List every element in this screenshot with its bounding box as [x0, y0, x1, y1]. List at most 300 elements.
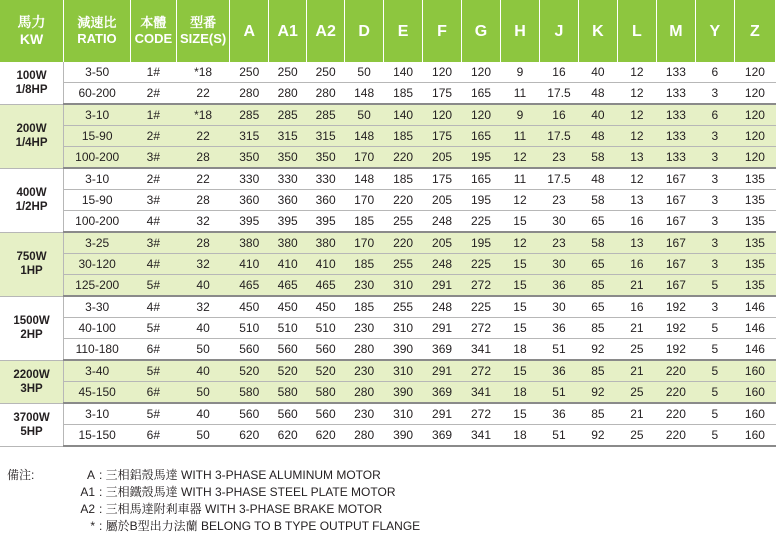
- power-hp: 1/2HP: [15, 201, 48, 213]
- table-cell: 40-100: [64, 318, 131, 339]
- table-cell: 58: [578, 232, 617, 254]
- table-cell: 21: [617, 318, 656, 339]
- table-row: [0, 190, 776, 211]
- table-cell: 205: [423, 232, 462, 254]
- table-cell: 369: [423, 382, 462, 404]
- table-cell: 185: [384, 168, 423, 190]
- table-cell: 250: [230, 62, 269, 83]
- table-cell: 175: [423, 83, 462, 105]
- table-cell: 272: [462, 403, 501, 425]
- table-cell: 36: [539, 275, 578, 297]
- table-cell: 3-10: [64, 403, 131, 425]
- table-cell: 12: [501, 147, 540, 169]
- table-row: [0, 318, 776, 339]
- table-cell: 285: [307, 104, 345, 126]
- table-cell: 23: [539, 190, 578, 211]
- table-cell: 465: [269, 275, 307, 297]
- table-cell: 13: [617, 190, 656, 211]
- header-a1: A1: [269, 0, 307, 62]
- table-cell: 32: [176, 296, 229, 318]
- table-cell: 450: [307, 296, 345, 318]
- table-cell: 140: [384, 104, 423, 126]
- table-cell: 350: [269, 147, 307, 169]
- table-cell: 120: [734, 104, 775, 126]
- table-cell: 185: [345, 254, 384, 275]
- table-cell: 255: [384, 296, 423, 318]
- table-cell: 315: [307, 126, 345, 147]
- table-cell: 28: [176, 232, 229, 254]
- table-cell: 160: [734, 360, 775, 382]
- footnote-prefix: 備注:: [7, 468, 35, 482]
- table-cell: 280: [345, 425, 384, 447]
- table-cell: 21: [617, 275, 656, 297]
- table-cell: 40: [176, 403, 229, 425]
- table-cell: 369: [423, 425, 462, 447]
- table-cell: 395: [269, 211, 307, 233]
- table-cell: 12: [617, 62, 656, 83]
- table-cell: 185: [384, 126, 423, 147]
- table-cell: 30: [539, 254, 578, 275]
- table-cell: 360: [230, 190, 269, 211]
- table-cell: 6#: [130, 339, 176, 361]
- table-cell: 560: [230, 403, 269, 425]
- table-cell: 18: [501, 339, 540, 361]
- header-row: [0, 0, 776, 62]
- table-cell: 3: [695, 126, 734, 147]
- table-cell: 6: [695, 62, 734, 83]
- table-cell: 5: [695, 275, 734, 297]
- table-cell: 135: [734, 168, 775, 190]
- table-cell: 195: [462, 232, 501, 254]
- table-cell: 48: [578, 126, 617, 147]
- table-cell: 175: [423, 126, 462, 147]
- table-cell: 12: [617, 104, 656, 126]
- table-cell: 450: [230, 296, 269, 318]
- power-hp: 1/8HP: [15, 83, 48, 96]
- table-cell: 9: [501, 62, 540, 83]
- table-cell: 280: [230, 83, 269, 105]
- table-cell: 15: [501, 254, 540, 275]
- footnote-text: : 屬於B型出力法蘭 BELONG TO B TYPE OUTPUT FLANGE: [99, 519, 421, 533]
- header-h: H: [501, 0, 540, 62]
- table-cell: 51: [539, 425, 578, 447]
- table-cell: 310: [384, 360, 423, 382]
- table-row: [0, 104, 776, 126]
- table-cell: 2#: [130, 168, 176, 190]
- footnote-prefix: [7, 501, 45, 518]
- table-cell: 3: [695, 296, 734, 318]
- table-cell: 250: [307, 62, 345, 83]
- table-cell: 160: [734, 382, 775, 404]
- table-cell: 465: [307, 275, 345, 297]
- table-row: [0, 232, 776, 254]
- table-cell: 220: [384, 147, 423, 169]
- table-cell: 85: [578, 403, 617, 425]
- table-cell: 15: [501, 360, 540, 382]
- table-cell: 167: [656, 254, 695, 275]
- header-f: F: [423, 0, 462, 62]
- table-cell: 3: [695, 190, 734, 211]
- table-cell: 510: [307, 318, 345, 339]
- table-cell: 450: [269, 296, 307, 318]
- table-cell: 3: [695, 168, 734, 190]
- table-cell: 15: [501, 403, 540, 425]
- table-cell: 133: [656, 126, 695, 147]
- table-cell: 315: [230, 126, 269, 147]
- table-cell: 110-180: [64, 339, 131, 361]
- footnotes: [7, 467, 420, 535]
- table-cell: 185: [345, 211, 384, 233]
- table-cell: 380: [307, 232, 345, 254]
- table-cell: 25: [617, 425, 656, 447]
- table-cell: 120: [734, 126, 775, 147]
- table-row: [0, 211, 776, 233]
- table-cell: 3#: [130, 147, 176, 169]
- table-cell: 30: [539, 211, 578, 233]
- table-cell: *18: [176, 62, 229, 83]
- table-cell: 170: [345, 147, 384, 169]
- table-cell: 220: [384, 232, 423, 254]
- footnote-text: : 三相馬達附剎車器 WITH 3-PHASE BRAKE MOTOR: [99, 502, 383, 516]
- table-cell: 560: [307, 403, 345, 425]
- table-cell: 18: [501, 425, 540, 447]
- table-cell: 23: [539, 232, 578, 254]
- table-cell: 30: [539, 296, 578, 318]
- table-cell: 510: [269, 318, 307, 339]
- table-cell: 170: [345, 232, 384, 254]
- table-cell: 230: [345, 318, 384, 339]
- table-cell: 350: [230, 147, 269, 169]
- table-cell: 167: [656, 168, 695, 190]
- table-cell: 15-150: [64, 425, 131, 447]
- table-cell: 4#: [130, 254, 176, 275]
- table-cell: 12: [617, 126, 656, 147]
- table-cell: 11: [501, 168, 540, 190]
- header-j: J: [539, 0, 578, 62]
- table-row: [0, 339, 776, 361]
- table-row: [0, 147, 776, 169]
- table-cell: 28: [176, 190, 229, 211]
- table-cell: 18: [501, 382, 540, 404]
- table-cell: 48: [578, 168, 617, 190]
- header-l: L: [617, 0, 656, 62]
- table-cell: 3: [695, 211, 734, 233]
- table-cell: 140: [384, 62, 423, 83]
- table-cell: 255: [384, 254, 423, 275]
- table-cell: 12: [501, 232, 540, 254]
- table-cell: 6: [695, 104, 734, 126]
- table-cell: 310: [384, 403, 423, 425]
- table-cell: 165: [462, 168, 501, 190]
- table-cell: 248: [423, 296, 462, 318]
- table-cell: 220: [656, 425, 695, 447]
- footnote-label: *: [90, 519, 95, 533]
- table-cell: 5: [695, 425, 734, 447]
- table-cell: 5#: [130, 318, 176, 339]
- table-cell: 15: [501, 211, 540, 233]
- table-cell: 195: [462, 147, 501, 169]
- power-cell: [0, 104, 64, 168]
- table-cell: 220: [656, 382, 695, 404]
- table-cell: 85: [578, 318, 617, 339]
- table-cell: 291: [423, 275, 462, 297]
- table-cell: 3: [695, 147, 734, 169]
- table-cell: 5#: [130, 360, 176, 382]
- table-cell: 5: [695, 403, 734, 425]
- table-cell: 16: [539, 104, 578, 126]
- table-cell: 315: [269, 126, 307, 147]
- table-cell: 16: [617, 254, 656, 275]
- table-cell: 15-90: [64, 126, 131, 147]
- table-cell: 410: [269, 254, 307, 275]
- table-cell: 120: [423, 104, 462, 126]
- power-watt: 3700W: [13, 411, 50, 424]
- table-row: [0, 425, 776, 447]
- table-cell: 22: [176, 168, 229, 190]
- table-cell: 225: [462, 211, 501, 233]
- table-cell: 100-200: [64, 147, 131, 169]
- table-cell: 40: [176, 318, 229, 339]
- table-cell: 120: [734, 62, 775, 83]
- table-cell: 205: [423, 190, 462, 211]
- power-watt: 400W: [16, 187, 47, 199]
- table-cell: 85: [578, 275, 617, 297]
- table-cell: 205: [423, 147, 462, 169]
- table-cell: 465: [230, 275, 269, 297]
- table-cell: 3-10: [64, 168, 131, 190]
- footnote-item: [7, 518, 420, 535]
- table-cell: 11: [501, 83, 540, 105]
- table-cell: 25: [617, 382, 656, 404]
- table-cell: 175: [423, 168, 462, 190]
- footnote-text: : 三相鋁殼馬達 WITH 3-PHASE ALUMINUM MOTOR: [99, 468, 381, 482]
- table-cell: 15: [501, 318, 540, 339]
- table-cell: 22: [176, 126, 229, 147]
- table-cell: 3: [695, 83, 734, 105]
- table-cell: 9: [501, 104, 540, 126]
- header-g: G: [462, 0, 501, 62]
- table-cell: 620: [269, 425, 307, 447]
- footnote-label: A2: [80, 502, 95, 516]
- table-cell: 120: [462, 104, 501, 126]
- table-cell: 360: [307, 190, 345, 211]
- table-cell: 21: [617, 403, 656, 425]
- table-cell: 135: [734, 211, 775, 233]
- table-cell: 4#: [130, 211, 176, 233]
- table-cell: 280: [345, 382, 384, 404]
- table-cell: 250: [269, 62, 307, 83]
- table-row: [0, 382, 776, 404]
- power-watt: 1500W: [13, 315, 50, 327]
- table-cell: 410: [307, 254, 345, 275]
- table-cell: 50: [176, 382, 229, 404]
- table-cell: 280: [269, 83, 307, 105]
- table-cell: 5: [695, 382, 734, 404]
- table-cell: 272: [462, 275, 501, 297]
- table-cell: 580: [307, 382, 345, 404]
- table-row: [0, 83, 776, 105]
- table-cell: 285: [230, 104, 269, 126]
- table-cell: 6#: [130, 382, 176, 404]
- power-cell: [0, 296, 64, 360]
- power-hp: 3HP: [20, 382, 43, 395]
- table-row: [0, 62, 776, 83]
- table-cell: 51: [539, 339, 578, 361]
- table-cell: 280: [345, 339, 384, 361]
- table-cell: 40: [176, 275, 229, 297]
- table-cell: 65: [578, 296, 617, 318]
- table-cell: 16: [617, 296, 656, 318]
- table-cell: 16: [617, 211, 656, 233]
- power-watt: 750W: [16, 251, 47, 263]
- table-cell: 15: [501, 275, 540, 297]
- table-cell: 560: [269, 403, 307, 425]
- table-cell: 341: [462, 425, 501, 447]
- table-cell: 341: [462, 382, 501, 404]
- table-cell: 92: [578, 339, 617, 361]
- table-cell: 146: [734, 296, 775, 318]
- table-cell: 3-50: [64, 62, 131, 83]
- table-cell: 620: [307, 425, 345, 447]
- table-cell: 3: [695, 232, 734, 254]
- table-cell: 40: [578, 62, 617, 83]
- table-cell: 50: [345, 104, 384, 126]
- power-cell: [0, 232, 64, 296]
- table-cell: 520: [269, 360, 307, 382]
- table-cell: 32: [176, 211, 229, 233]
- table-cell: 380: [230, 232, 269, 254]
- table-cell: 2#: [130, 83, 176, 105]
- table-cell: 341: [462, 339, 501, 361]
- table-cell: 291: [423, 403, 462, 425]
- power-hp: 5HP: [20, 425, 43, 438]
- footnote-label: A: [86, 468, 95, 482]
- table-cell: 51: [539, 382, 578, 404]
- table-cell: 120: [462, 62, 501, 83]
- table-cell: 2#: [130, 126, 176, 147]
- table-row: [0, 126, 776, 147]
- table-cell: 58: [578, 147, 617, 169]
- power-hp: 1/4HP: [15, 137, 48, 149]
- table-cell: 185: [345, 296, 384, 318]
- table-cell: 5#: [130, 275, 176, 297]
- table-cell: 160: [734, 425, 775, 447]
- table-cell: 28: [176, 147, 229, 169]
- table-cell: 36: [539, 318, 578, 339]
- table-cell: 160: [734, 403, 775, 425]
- table-cell: 560: [269, 339, 307, 361]
- table-cell: 40: [578, 104, 617, 126]
- table-cell: *18: [176, 104, 229, 126]
- footnote-text: : 三相鐵殼馬達 WITH 3-PHASE STEEL PLATE MOTOR: [99, 485, 396, 499]
- footnote-prefix: [7, 518, 45, 535]
- table-cell: 45-150: [64, 382, 131, 404]
- table-cell: 225: [462, 254, 501, 275]
- table-cell: 135: [734, 254, 775, 275]
- table-cell: 12: [501, 190, 540, 211]
- header-code: 本體 CODE: [130, 0, 176, 62]
- header-power: 馬力 KW: [0, 0, 64, 62]
- table-cell: 560: [307, 339, 345, 361]
- table-cell: 22: [176, 83, 229, 105]
- table-cell: 25: [617, 339, 656, 361]
- table-cell: 120: [734, 147, 775, 169]
- table-cell: 4#: [130, 296, 176, 318]
- table-cell: 92: [578, 425, 617, 447]
- table-cell: 185: [384, 83, 423, 105]
- table-cell: 30-120: [64, 254, 131, 275]
- table-cell: 85: [578, 360, 617, 382]
- power-hp: 2HP: [20, 329, 43, 341]
- table-cell: 5: [695, 318, 734, 339]
- header-ratio: 減速比 RATIO: [64, 0, 131, 62]
- table-cell: 248: [423, 254, 462, 275]
- table-cell: 146: [734, 318, 775, 339]
- table-cell: 330: [230, 168, 269, 190]
- table-cell: 3-10: [64, 104, 131, 126]
- power-hp: 1HP: [20, 265, 43, 277]
- table-cell: 17.5: [539, 126, 578, 147]
- table-cell: 580: [269, 382, 307, 404]
- table-cell: 12: [617, 83, 656, 105]
- table-cell: 6#: [130, 425, 176, 447]
- header-y: Y: [695, 0, 734, 62]
- table-cell: 133: [656, 62, 695, 83]
- header-z: Z: [734, 0, 775, 62]
- table-cell: 23: [539, 147, 578, 169]
- table-row: [0, 360, 776, 382]
- table-cell: 148: [345, 168, 384, 190]
- table-cell: 220: [384, 190, 423, 211]
- table-cell: 395: [307, 211, 345, 233]
- footnote-item: [7, 484, 420, 501]
- table-cell: 165: [462, 126, 501, 147]
- header-m: M: [656, 0, 695, 62]
- table-cell: 195: [462, 190, 501, 211]
- table-cell: 230: [345, 360, 384, 382]
- header-k: K: [578, 0, 617, 62]
- table-cell: 13: [617, 232, 656, 254]
- table-cell: 510: [230, 318, 269, 339]
- footnote-label: A1: [80, 485, 95, 499]
- table-cell: 50: [176, 425, 229, 447]
- table-cell: 167: [656, 211, 695, 233]
- table-cell: 3: [695, 254, 734, 275]
- table-cell: 390: [384, 339, 423, 361]
- table-cell: 230: [345, 275, 384, 297]
- table-cell: 65: [578, 254, 617, 275]
- power-cell: [0, 360, 64, 403]
- footnote-prefix: [7, 484, 45, 501]
- table-cell: 560: [230, 339, 269, 361]
- table-cell: 3-25: [64, 232, 131, 254]
- table-cell: 369: [423, 339, 462, 361]
- table-cell: 291: [423, 360, 462, 382]
- table-cell: 17.5: [539, 168, 578, 190]
- power-watt: 100W: [16, 69, 47, 82]
- table-row: [0, 254, 776, 275]
- table-cell: 390: [384, 425, 423, 447]
- table-row: [0, 275, 776, 297]
- table-cell: 390: [384, 382, 423, 404]
- table-cell: 148: [345, 83, 384, 105]
- table-cell: 16: [539, 62, 578, 83]
- table-cell: 125-200: [64, 275, 131, 297]
- table-cell: 280: [307, 83, 345, 105]
- table-cell: 1#: [130, 104, 176, 126]
- table-cell: 133: [656, 83, 695, 105]
- table-cell: 3-30: [64, 296, 131, 318]
